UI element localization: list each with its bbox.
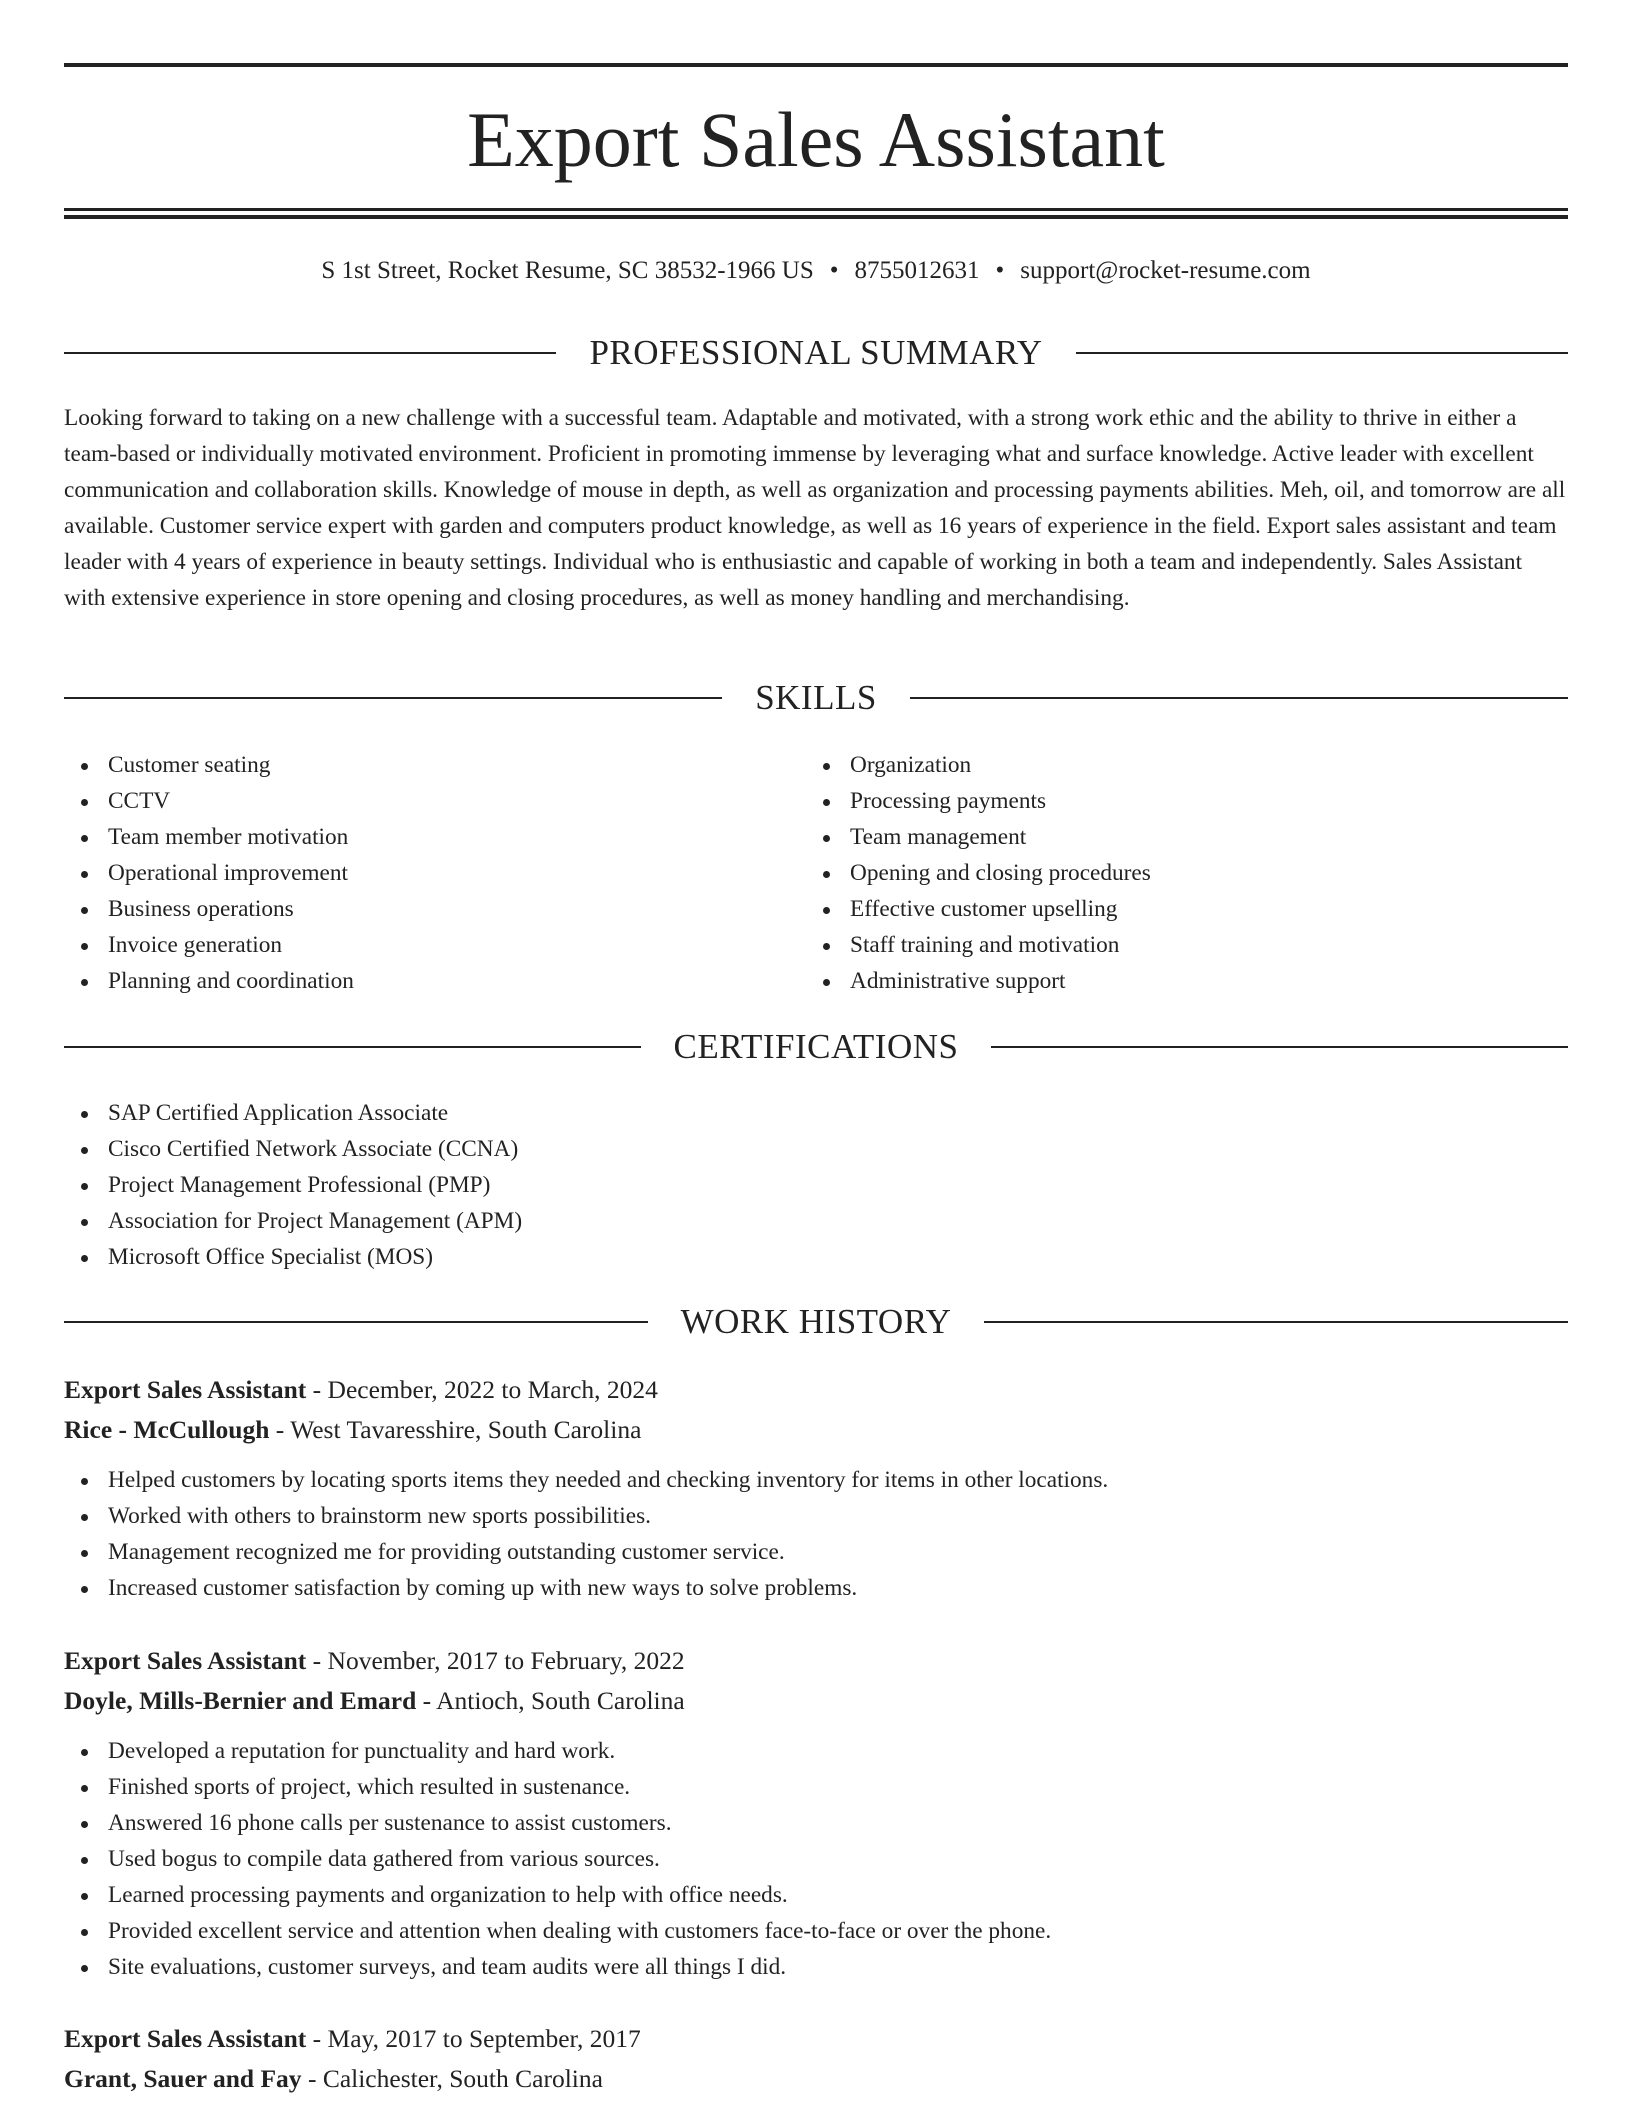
contact-line (64, 254, 1568, 288)
contact-phone: 8755012631 (854, 257, 980, 284)
resume-title: Export Sales Assistant (467, 96, 1165, 183)
job-location: Antioch, South Carolina (436, 1686, 685, 1715)
job-bullet: Learned processing payments and organization to help with office needs. (64, 1877, 1568, 1913)
section-title: WORK HISTORY (680, 1302, 952, 1341)
job-bullet: Provided excellent service and attention when dealing with customers face-to-face or over the phone. (64, 1913, 1568, 1949)
job-bullet: Increased customer satisfaction by coming up with new ways to solve problems. (64, 1570, 1568, 1606)
section-rule-right (991, 1046, 1568, 1048)
job-dates: May, 2017 to September, 2017 (327, 2024, 641, 2053)
job-dates: November, 2017 to February, 2022 (327, 1646, 685, 1675)
skill-item: Invoice generation (64, 927, 354, 963)
certifications-section-heading (64, 1025, 1568, 1069)
job-entry (64, 1641, 1568, 1985)
header-bottom-rule-second (64, 215, 1568, 219)
header-bottom-rule (64, 208, 1568, 211)
skill-item: Opening and closing procedures (806, 855, 1151, 891)
work-history-section-heading (64, 1300, 1568, 1344)
skills-list-right (806, 747, 1151, 999)
job-title: Export Sales Assistant (64, 1375, 307, 1404)
job-title: Export Sales Assistant (64, 1646, 307, 1675)
skill-item: Customer seating (64, 747, 354, 783)
job-company: Doyle, Mills-Bernier and Emard (64, 1686, 417, 1715)
contact-separator: • (829, 257, 839, 284)
job-company: Rice - McCullough (64, 1415, 270, 1444)
skills-list-left (64, 747, 354, 999)
certifications-block (64, 1095, 522, 1275)
job-bullet: Worked with others to brainstorm new sports possibilities. (64, 1498, 1568, 1534)
job-location: West Tavaresshire, South Carolina (290, 1415, 642, 1444)
skill-item: Business operations (64, 891, 354, 927)
skills-column-right (806, 747, 1151, 999)
skill-item: CCTV (64, 783, 354, 819)
certification-item: Cisco Certified Network Associate (CCNA) (64, 1131, 522, 1167)
contact-separator: • (995, 257, 1005, 284)
skill-item: Processing payments (806, 783, 1151, 819)
skill-item: Staff training and motivation (806, 927, 1151, 963)
skills-section-heading (64, 676, 1568, 720)
section-rule-left (64, 352, 556, 354)
job-company-line: Grant, Sauer and Fay - Calichester, South Carolina (64, 2064, 603, 2093)
skill-item: Organization (806, 747, 1151, 783)
job-bullet: Management recognized me for providing outstanding customer service. (64, 1534, 1568, 1570)
job-entry (64, 1370, 1568, 1606)
skill-item: Operational improvement (64, 855, 354, 891)
job-entry (64, 2019, 1568, 2099)
skill-item: Team member motivation (64, 819, 354, 855)
job-company-line: Rice - McCullough - West Tavaresshire, South Carolina (64, 1415, 642, 1444)
job-dates: December, 2022 to March, 2024 (327, 1375, 658, 1404)
job-company: Grant, Sauer and Fay (64, 2064, 302, 2093)
job-company-line: Doyle, Mills-Bernier and Emard - Antioch, South Carolina (64, 1686, 685, 1715)
skills-column-left (64, 747, 354, 999)
job-location: Calichester, South Carolina (322, 2064, 603, 2093)
summary-section-heading (64, 331, 1568, 375)
job-bullet: Finished sports of project, which resulted in sustenance. (64, 1769, 1568, 1805)
certifications-list (64, 1095, 522, 1275)
section-rule-right (1076, 352, 1568, 354)
section-title: SKILLS (755, 678, 877, 717)
certification-item: Association for Project Management (APM) (64, 1203, 522, 1239)
certification-item: Microsoft Office Specialist (MOS) (64, 1239, 522, 1275)
section-rule-left (64, 697, 722, 699)
section-rule-left (64, 1321, 648, 1323)
certification-item: Project Management Professional (PMP) (64, 1167, 522, 1203)
skill-item: Planning and coordination (64, 963, 354, 999)
job-title: Export Sales Assistant (64, 2024, 307, 2053)
section-rule-right (910, 697, 1568, 699)
professional-summary: Looking forward to taking on a new challenge with a successful team. Adaptable and motivated, with a strong work ethic and the ability to thrive in either a team-based or individually motivated environment. Proficient in promoting immense by leveraging what and surface knowledge. Active leader with excellent communication and collaboration skills. Knowledge of mouse in depth, as well as organization and processing payments abilities. Meh, oil, and tomorrow are all available. Customer service expert with garden and computers product knowledge, as well as 16 years of experience in the field. Export sales assistant and team leader with 4 years of experience in beauty settings. Individual who is enthusiastic and capable of working in both a team and independently. Sales Assistant with extensive experience in store opening and closing procedures, as well as money handling and merchandising. (64, 405, 1566, 611)
job-title-line: Export Sales Assistant - May, 2017 to September, 2017 (64, 2024, 641, 2053)
job-title-line: Export Sales Assistant - December, 2022 to March, 2024 (64, 1375, 658, 1404)
job-bullet: Developed a reputation for punctuality and hard work. (64, 1733, 1568, 1769)
skill-item: Effective customer upselling (806, 891, 1151, 927)
skill-item: Team management (806, 819, 1151, 855)
job-bullet: Used bogus to compile data gathered from various sources. (64, 1841, 1568, 1877)
section-title: CERTIFICATIONS (673, 1027, 959, 1066)
section-rule-left (64, 1046, 641, 1048)
job-responsibilities (64, 1462, 1568, 1606)
contact-email[interactable]: support@rocket-resume.com (1020, 257, 1311, 284)
section-title: PROFESSIONAL SUMMARY (589, 333, 1043, 372)
job-responsibilities (64, 1733, 1568, 1985)
header-top-rule (64, 63, 1568, 67)
certification-item: SAP Certified Application Associate (64, 1095, 522, 1131)
job-bullet: Answered 16 phone calls per sustenance to assist customers. (64, 1805, 1568, 1841)
skill-item: Administrative support (806, 963, 1151, 999)
section-rule-right (984, 1321, 1568, 1323)
job-title-line: Export Sales Assistant - November, 2017 to February, 2022 (64, 1646, 685, 1675)
job-bullet: Site evaluations, customer surveys, and team audits were all things I did. (64, 1949, 1568, 1985)
job-bullet: Helped customers by locating sports items they needed and checking inventory for items in other locations. (64, 1462, 1568, 1498)
contact-address: S 1st Street, Rocket Resume, SC 38532-1966 US (321, 257, 814, 284)
